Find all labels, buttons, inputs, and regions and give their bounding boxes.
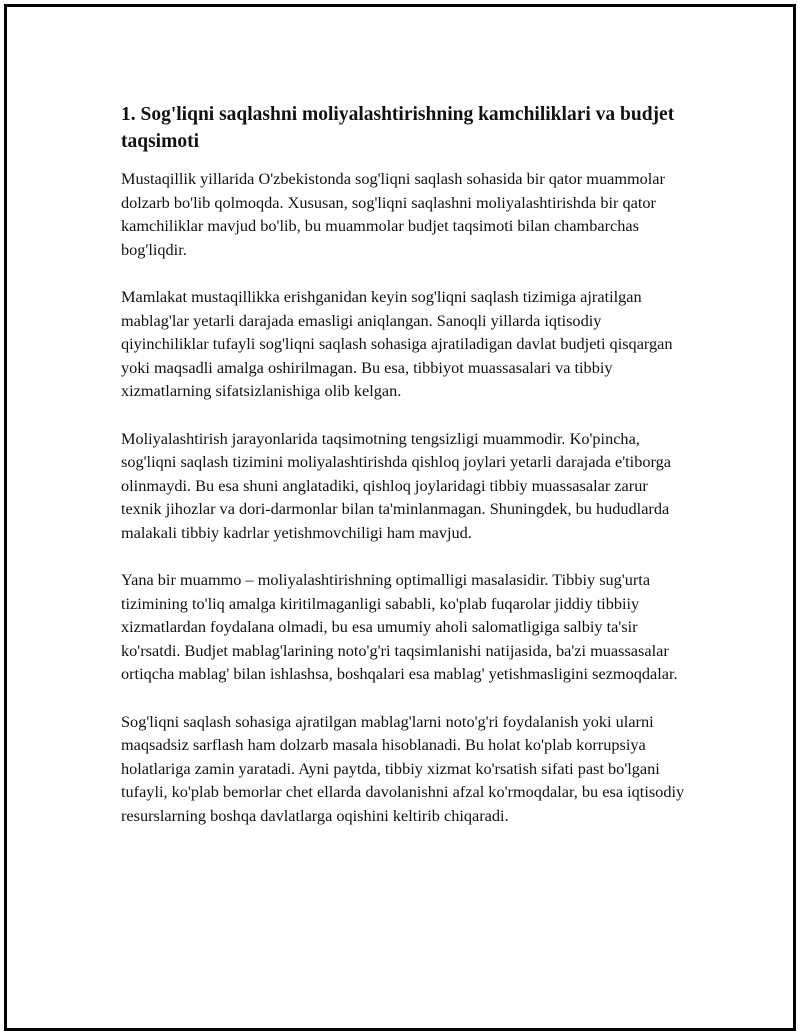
page-frame xyxy=(4,4,796,1031)
paragraph-5: Sog'liqni saqlash sohasiga ajratilgan mablag'larni noto'g'ri foydalanish yoki ularni maqsadsiz sarflash ham dolzarb masala hisoblanadi. Bu holat ko'plab korrupsiya holatlariga zamin yaratadi. Ayni paytda, tibbiy xizmat ko'rsatish sifati past bo'lgani tufayli, ko'plab bemorlar chet ellarda davolanishni afzal ko'rmoqdalar, bu esa iqtisodiy resurslarning boshqa davlatlarga oqishini keltirib chiqaradi. xyxy=(121,711,685,826)
section-heading: 1. Sog'liqni saqlashni moliyalashtirishning kamchiliklari va budjet taqsimoti xyxy=(121,104,675,152)
paragraph-4: Yana bir muammo – moliyalashtirishning optimalligi masalasidir. Tibbiy sug'urta tizimining to'liq amalga kiritilmaganligi sababli, ko'plab fuqarolar jiddiy tibbiiy xizmatlardan foydalana olmadi, bu esa umumiy aholi salomatligiga salbiy ta'sir ko'rsatdi. Budjet mablag'larining noto'g'ri taqsimlanishi natijasida, ba'zi muassasalar ortiqcha mablag' bilan ishlashsa, boshqalari esa mablag' yetishmasligini sezmoqdalar. xyxy=(121,570,678,684)
paragraph-3: Moliyalashtirish jarayonlarida taqsimotning tengsizligi muammodir. Ko'pincha, sog'liqni saqlash tizimini moliyalashtirishda qishloq joylari yetarli darajada e'tiborga olinmaydi. Bu esa shuni anglatadiki, qishloq joylaridagi tibbiy muassasalar zarur texnik jihozlar va dori-darmonlar bilan ta'minlanmagan. Shuningdek, bu hududlarda malakali tibbiy kadrlar yetishmovchiligi ham mavjud. xyxy=(121,428,671,542)
paragraph-2: Mamlakat mustaqillikka erishganidan keyin sog'liqni saqlash tizimiga ajratilgan mablag'lar yetarli darajada emasligi aniqlangan. Sanoqli yillarda iqtisodiy qiyinchiliklar tufayli sog'liqni saqlash sohasiga ajratiladigan davlat budjeti qisqargan yoki maqsadli amalga oshirilmagan. Bu esa, tibbiyot muassasalari va tibbiy xizmatlarning sifatsizlanishiga olib kelgan. xyxy=(121,286,673,401)
paragraph-1: Mustaqillik yillarida O'zbekistonda sog'liqni saqlash sohasida bir qator muammolar dolzarb bo'lib qolmoqda. Xususan, sog'liqni saqlashni moliyalashtirishda bir qator kamchiliklar mavjud bo'lib, bu muammolar budjet taqsimoti bilan chambarchas bog'liqdir. xyxy=(121,169,665,259)
document-body xyxy=(121,101,691,851)
